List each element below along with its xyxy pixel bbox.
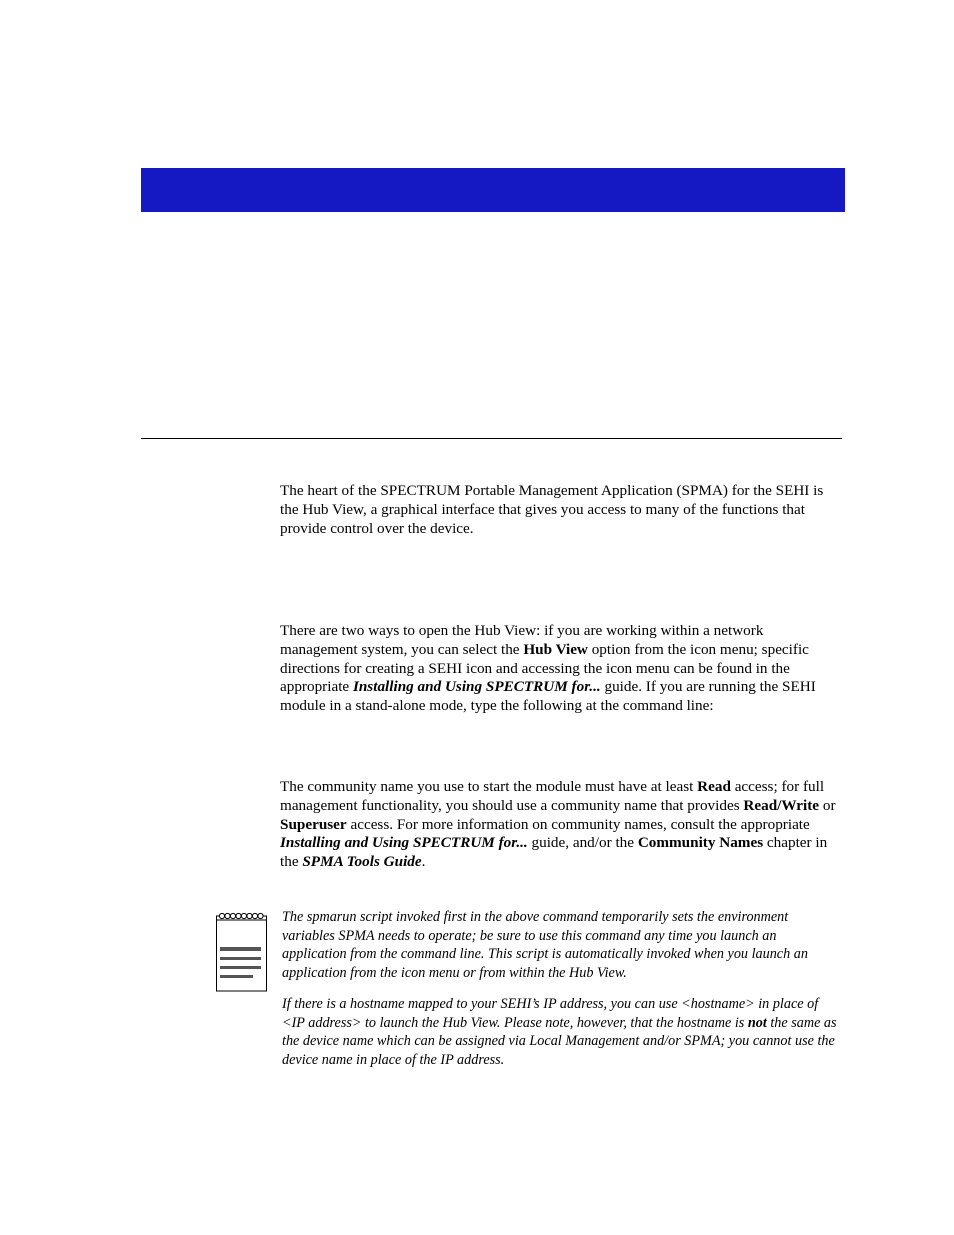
note-emphasis-not: not: [747, 1014, 767, 1031]
intro-text: The heart of the SPECTRUM Portable Management Application (SPMA) for the SEHI is the Hub View, a graphical interface that gives you access to many of the functions that provide control over the device.: [280, 482, 824, 537]
spma-tools-guide-title: SPMA Tools Guide: [302, 853, 422, 871]
superuser-access-label: Superuser: [280, 815, 347, 833]
intro-paragraph: [280, 482, 842, 538]
read-write-access-label: Read/Write: [743, 796, 820, 814]
community-text-3: or: [819, 796, 836, 814]
community-text-2: access; for full management functionality, you should use a community name that provides: [280, 778, 825, 814]
note-text-2a: If there is a hostname mapped to your SEHI’s IP address, you can use <hostname> in place of <IP address> to launch the Hub View. Please note, however, that the hostname is: [282, 996, 819, 1031]
note-paragraph-2: [282, 995, 844, 1070]
section-divider: [141, 438, 842, 439]
community-names-chapter-label: Community Names: [637, 834, 764, 852]
note-text-1: The spmarun script invoked first in the above command temporarily sets the environment variables SPMA needs to operate; be sure to use this command any time you launch an application from the command line. This script is automatically invoked when you launch an application from the icon menu or from within the Hub View.: [282, 909, 808, 982]
read-access-label: Read: [697, 778, 731, 795]
note-paragraph-1: [282, 908, 844, 983]
opening-hub-view-paragraph: [280, 622, 842, 716]
community-text-6: chapter in the: [280, 834, 828, 871]
opening-text-2: option from the icon menu; specific directions for creating a SEHI icon and accessing the icon menu can be found in the appropriate: [280, 640, 809, 696]
hub-view-option-label: Hub View: [523, 640, 588, 658]
notepad-icon: [216, 910, 268, 992]
opening-text-1: There are two ways to open the Hub View: if you are working within a network management system, you can select the: [280, 622, 764, 658]
opening-text-3: guide. If you are running the SEHI module in a stand-alone mode, type the following at the command line:: [280, 678, 816, 715]
chapter-title-bar: [141, 168, 845, 212]
note-text-2b: the same as the device name which can be assigned via Local Management and/or SPMA; you cannot use the device name in place of the IP address.: [282, 1014, 837, 1069]
installing-guide-title: Installing and Using SPECTRUM for...: [352, 678, 601, 696]
community-text-4: access. For more information on community names, consult the appropriate: [346, 815, 810, 833]
community-name-paragraph: [280, 778, 842, 872]
community-text-1: The community name you use to start the module must have at least: [280, 778, 698, 795]
installing-guide-title-2: Installing and Using SPECTRUM for...: [280, 834, 528, 852]
community-text-5: guide, and/or the: [527, 834, 638, 852]
community-text-7: .: [421, 853, 426, 871]
